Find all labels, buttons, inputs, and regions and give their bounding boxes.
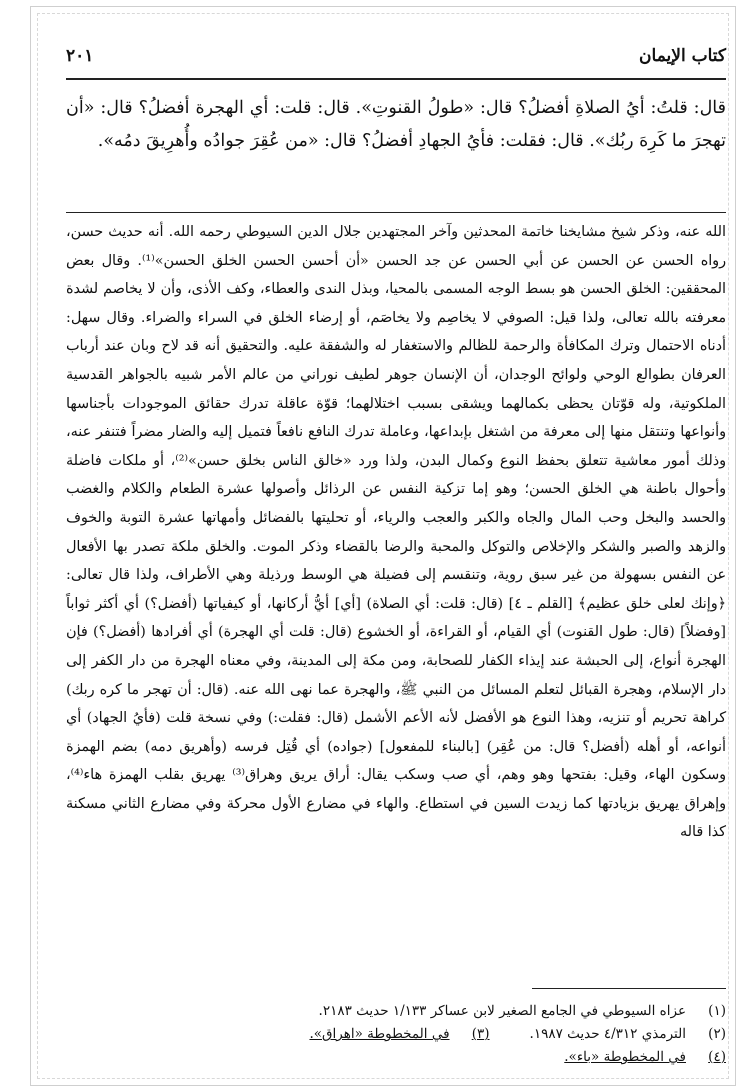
footnote-number: (٣) [471,1026,490,1042]
footnote-2 [530,1023,726,1046]
header-rule [66,78,726,80]
hadith-text-block [66,92,726,158]
book-title: كتاب الإيمان [639,46,726,66]
commentary-text: الله عنه، وذكر شيخ مشايخنا خاتمة المحدثين وآخر المجتهدين جلال الدين السيوطي رحمه الله. أنه حديث حسن، رواه الحسن عن الحسن عن أبي الحسن عن جد الحسن «أن أحسن الحسن الخلق الحسن»⁽¹⁾. وقال بعض المحققين: الخلق الحسن هو بسط الوجه المسمى بالمحيا، وبذل الندى والعطاء، وكف الأذى، وأن لا يخاصم لشدة معرفته بالله تعالى، ولذا قيل: الصوفي لا يخاصِم ولا يخاصَم، أو إرضاء الخلق في السراء والضراء. وقال سهل: أدناه الاحتمال وترك المكافأة والرحمة للظالم والاستغفار له والشفقة عليه. والتحقيق أنه قد لاح وبان عند أرباب العرفان بطوالع الوحي ولوائح الوجدان، أن الإنسان جوهر لطيف نوراني من عالم الأمر شبيه بالجواهر القدسية الملكوتية، وله قوّتان يحظى بكمالهما ويشقى بسبب اختلالهما؛ قوّة عاقلة تدرك حقائق الموجودات بأجناسها وأنواعها وتنتقل منها إلى معرفة من اشتغل بإبداعها، وعاملة تدرك النافع نافعاً فتميل إليه والضار مضراً فتنفر عنه، وذلك أمور معاشية تتعلق بحفظ النوع وكمال البدن، ولذا ورد «خالق الناس بخلق حسن»⁽²⁾، أو ملكات فاضلة وأحوال باطنة هي الخلق الحسن؛ وهو إما تزكية النفس عن الرذائل وأصولها عشرة الطعام والكلام والغضب والحسد والبخل وحب المال والجاه والكبر والعجب والرياء، أو تحليتها بالفضائل وأمهاتها عشرة التوبة والخوف والزهد والصبر والشكر والإخلاص والتوكل والمحبة والرضا بالقضاء وذكر الموت. والخلق ملكة تصدر بها الأفعال عن النفس بسهولة من غير سبق روية، وتنقسم إلى فضيلة هي الوسط ورذيلة وهي الأطراف، ولذا قال تعالى: ﴿وإنك لعلى خلق عظيم﴾ [القلم ـ ٤] (قال: قلت: أي الصلاة) [أي] أيُّ أركانها، أو كيفياتها (أفضل؟) أي أكثر ثواباً [وفضلاً] (قال: طول القنوت) أي القيام، أو القراءة، أو الخشوع (قال: قلت أي الهجرة) أي أفرادها (أفضل؟) فإن الهجرة أنواع، إلى الحبشة عند إيذاء الكفار للصحابة، ومن مكة إلى المدينة، وفي معناه الهجرة من دار الكفر إلى دار الإسلام، وهجرة القبائل لتعلم المسائل من النبي ﷺ، والهجرة عما نهى الله عنه. (قال: أن تهجر ما كره ربك) كراهة تحريم أو تنزيه، وهذا النوع هو الأفضل لأنه الأعم الأشمل (قال: فقلت:) وفي نسخة قلت (فأيُ الجهاد) أي أنواعه، أو أهله (أفضل؟ قال: من عُقِر) [بالبناء للمفعول] (جواده) أي قُتِل فرسه (وأهريق دمه) بضم الهمزة وسكون الهاء، وقيل: بفتحها وهو وهم، أي صب وسكب يقال: أراق يريق وهراق⁽³⁾ يهريق بقلب الهمزة هاء⁽⁴⁾، وإهراق يهريق بزيادتها كما زيدت السين في استطاع. والهاء في مضارع الأول محركة وفي مضارع الثاني مسكنة كذا قاله [66,224,726,841]
footnotes [66,1000,726,1069]
running-header [66,44,726,74]
page-number: ٢٠١ [66,46,94,66]
section-divider [66,212,726,213]
hadith-text: قال: قلتُ: أيُ الصلاةِ أفضلُ؟ قال: «طولُ القنوتِ». قال: قلت: أي الهجرة أفضلُ؟ قال: «أن تهجرَ ما كَرِهَ ربُك». قال: فقلت: فأيُ الجهادِ أفضلُ؟ قال: «من عُقِرَ جوادُه وأُهرِيقَ دمُه». [66,98,726,151]
commentary-block [66,218,726,847]
footnote-text: الترمذي ٤/٣١٢ حديث ١٩٨٧. [529,1026,686,1042]
footnote-number: (١) [708,1003,726,1019]
footnote-rule [532,988,726,989]
footnote-text: عزاه السيوطي في الجامع الصغير لابن عساكر ١/١٣٣ حديث ٢١٨٣. [318,1003,686,1019]
footnote-number: (٢) [708,1026,726,1042]
footnote-row-2-3 [66,1023,726,1046]
footnote-number: (٤) [708,1049,726,1065]
footnote-text: في المخطوطة «اهراق». [309,1026,450,1042]
footnote-4 [66,1046,726,1069]
footnote-1 [66,1000,726,1023]
footnote-3 [309,1023,489,1046]
footnote-text: في المخطوطة «باء». [564,1049,686,1065]
